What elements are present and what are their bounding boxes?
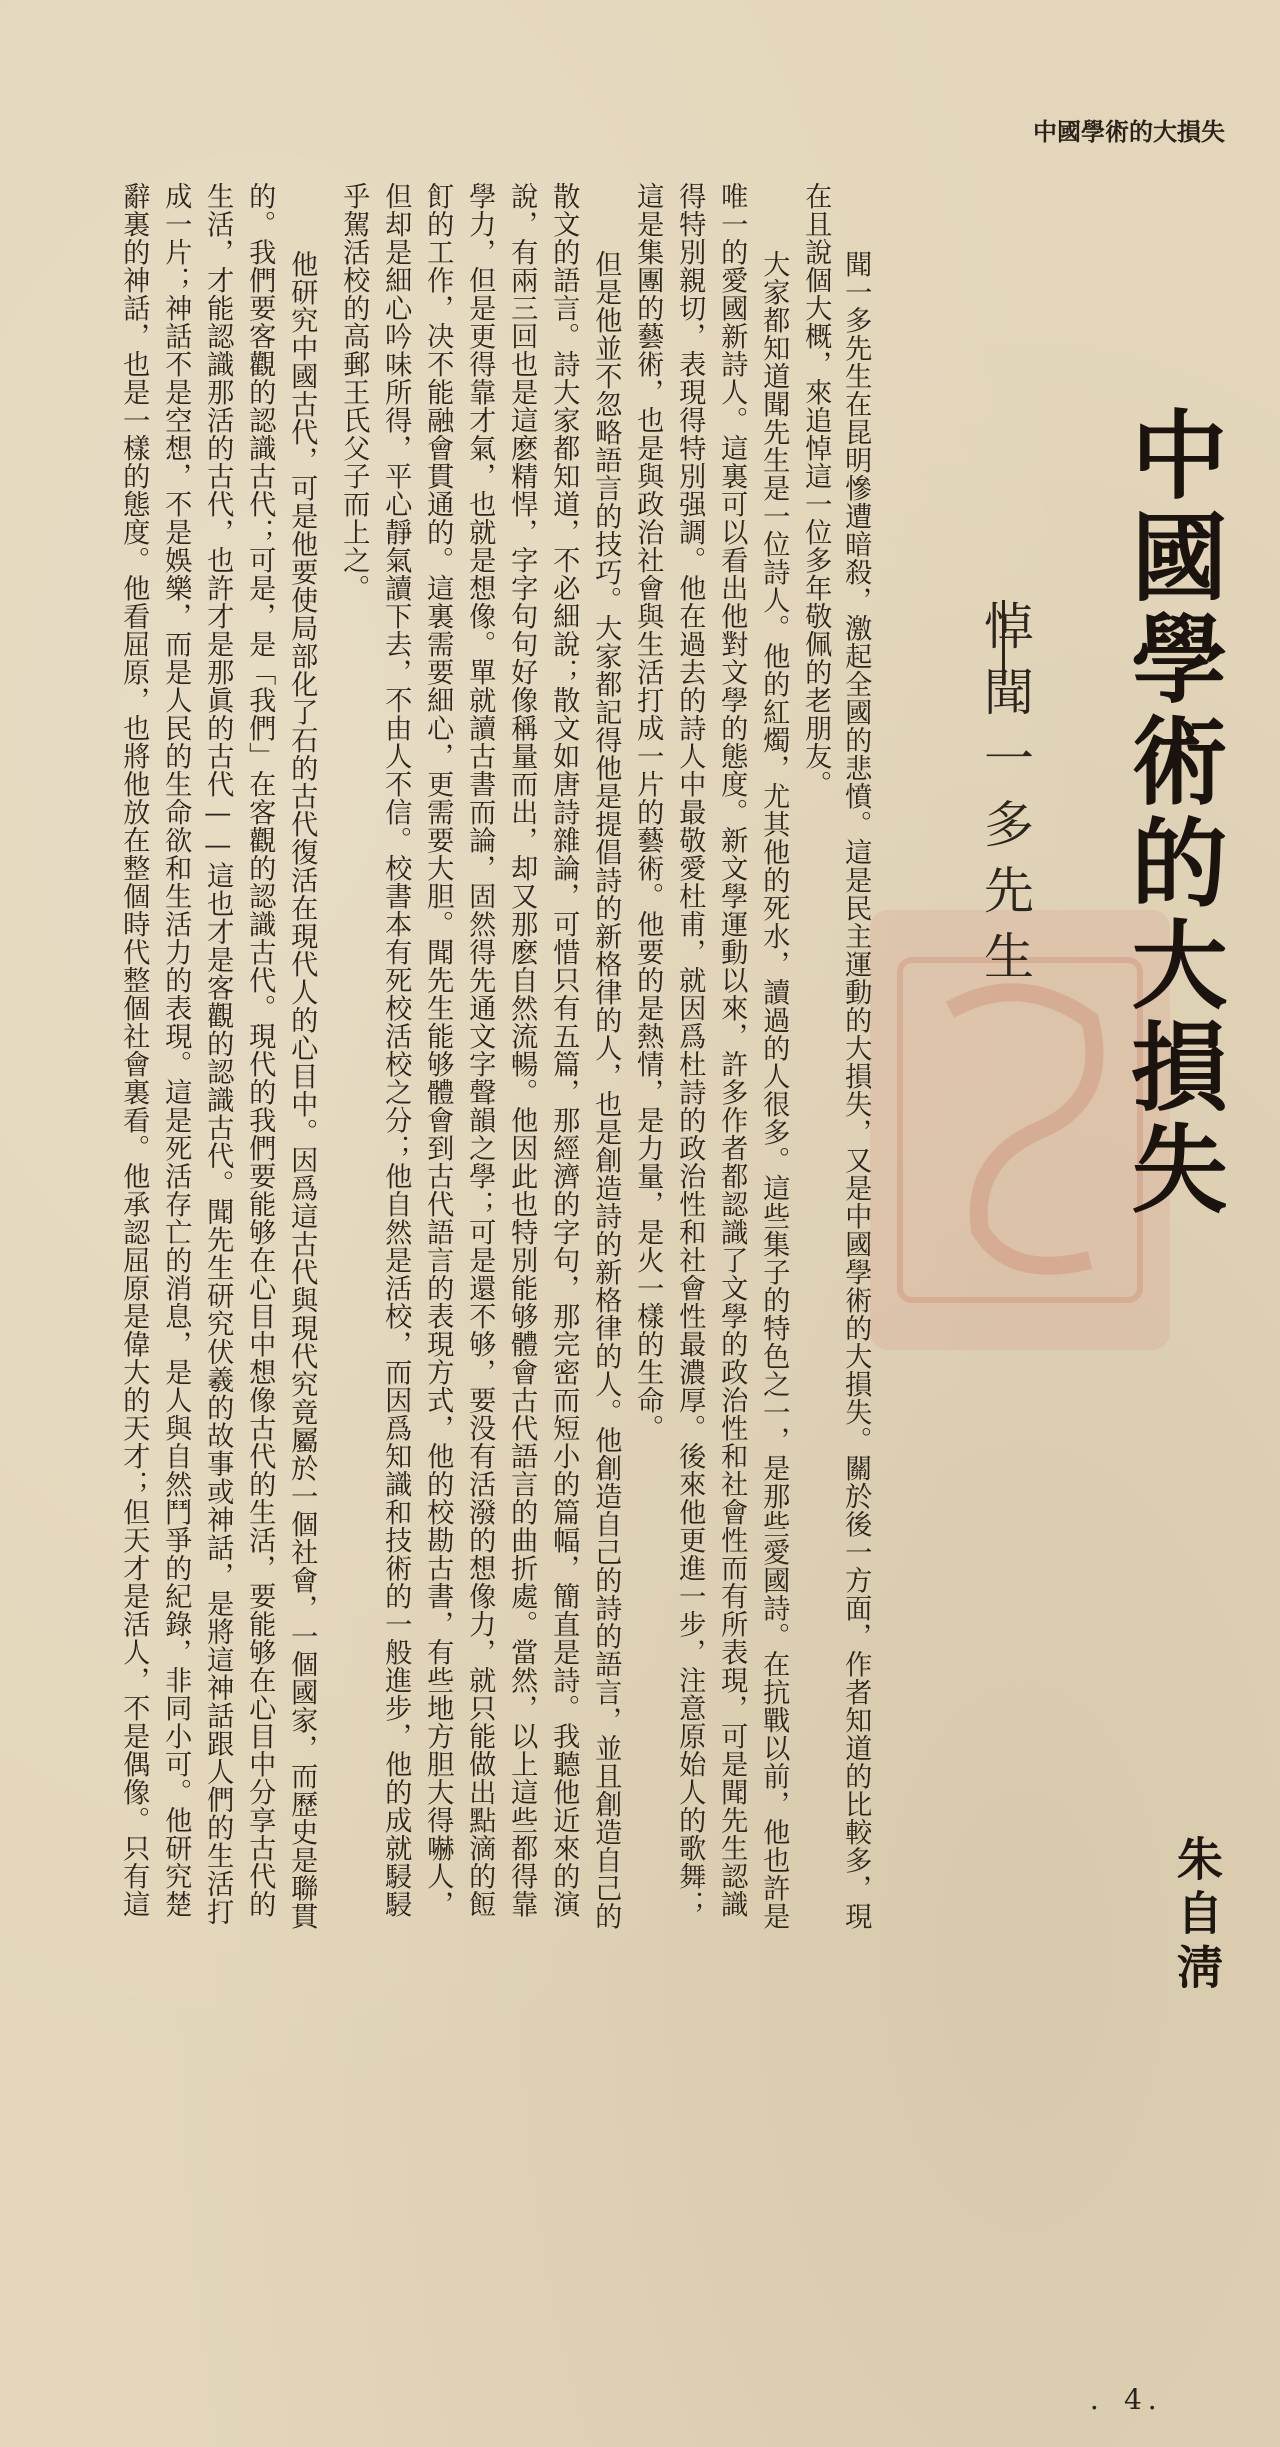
author-name: 朱自淸 [1170,1835,1224,1997]
page-number: ．4． [1090,2383,1182,2416]
text-column: 的。我們要客觀的認識古代；可是，是「我們」在客觀的認識古代。現代的我們要能够在心目中想像古代的生活，要能够在心目中分享古代的 [244,182,276,1918]
text-column: 生活，才能認識那活的古代，也許才是那眞的古代——這也才是客觀的認識古代。聞先生研究伏羲的故事或神話，是將這神話跟人們的生活打 [202,182,234,1926]
text-column: 學力，但是更得靠才氣，也就是想像。單就讀古書而論，固然得先通文字聲韻之學；可是還不够，要没有活潑的想像力，就只能做出點滴的餖 [464,182,496,1918]
text-column: 辭裏的神話，也是一樣的態度。他看屈原，也將他放在整個時代整個社會裏看。他承認屈原是偉大的天才；但天才是活人，不是偶像。只有這 [118,182,150,1918]
text-column: 在且說個大概，來追悼這一位多年敬佩的老朋友。 [800,182,832,798]
text-column: 乎駕活校的高郵王氏父子而上之。 [338,182,370,602]
text-column: 說，有兩三回也是這麽精悍，字字句句好像稱量而出，却又那麽自然流暢。他因此也特別能够體會古代語言的曲折處。當然，以上這些都得靠 [506,182,538,1918]
text-column: 他研究中國古代，可是他要使局部化了石的古代復活在現代人的心目中。因爲這古代與現代究竟屬於一個社會，一個國家，而歷史是聯貫 [286,250,318,1930]
article-title: 中國學術的大損失 [1116,405,1229,1221]
text-column: 但是他並不忽略語言的技巧。大家都記得他是提倡詩的新格律的人，也是創造詩的新格律的人。他創造自己的詩的語言，並且創造自己的 [590,250,622,1930]
text-column: 散文的語言。詩大家都知道，不必細說；散文如唐詩雜論，可惜只有五篇，那經濟的字句，那完密而短小的篇幅，簡直是詩。我聽他近來的演 [548,182,580,1918]
text-column: 聞一多先生在昆明慘遭暗殺，激起全國的悲憤。這是民主運動的大損失，又是中國學術的大損失。關於後一方面，作者知道的比較多，現 [840,250,872,1930]
article-subtitle: 悼聞一多先生 [976,600,1034,996]
text-column: 飣的工作，决不能融會貫通的。這裏需要細心，更需要大胆。聞先生能够體會到古代語言的表現方式，他的校勘古書，有些地方胆大得嚇人， [422,182,454,1918]
text-column: 得特別親切，表現得特別强調。他在過去的詩人中最敬愛杜甫，就因爲杜詩的政治性和社會性最濃厚。後來他更進一步，注意原始人的歌舞； [674,182,706,1918]
text-column: 這是集團的藝術，也是與政治社會與生活打成一片的藝術。他要的是熱情，是力量，是火一樣的生命。 [632,182,664,1442]
running-head: 中國學術的大損失 [1033,117,1225,146]
text-column: 唯一的愛國新詩人。這裏可以看出他對文學的態度。新文學運動以來，許多作者都認識了文學的政治性和社會性而有所表現，可是聞先生認識 [716,182,748,1918]
text-column: 成一片；神話不是空想，不是娛樂，而是人民的生命欲和生活力的表現。這是死活存亡的消息，是人與自然鬥爭的紀錄，非同小可。他研究楚 [160,182,192,1918]
text-column: 大家都知道聞先生是一位詩人。他的紅燭，尤其他的死水，讀過的人很多。這些集子的特色之一，是那些愛國詩。在抗戰以前，他也許是 [758,250,790,1930]
text-column: 但却是細心吟味所得，平心靜氣讀下去，不由人不信。校書本有死校活校之分；他自然是活校，而因爲知識和技術的一般進步，他的成就駸駸 [380,182,412,1918]
